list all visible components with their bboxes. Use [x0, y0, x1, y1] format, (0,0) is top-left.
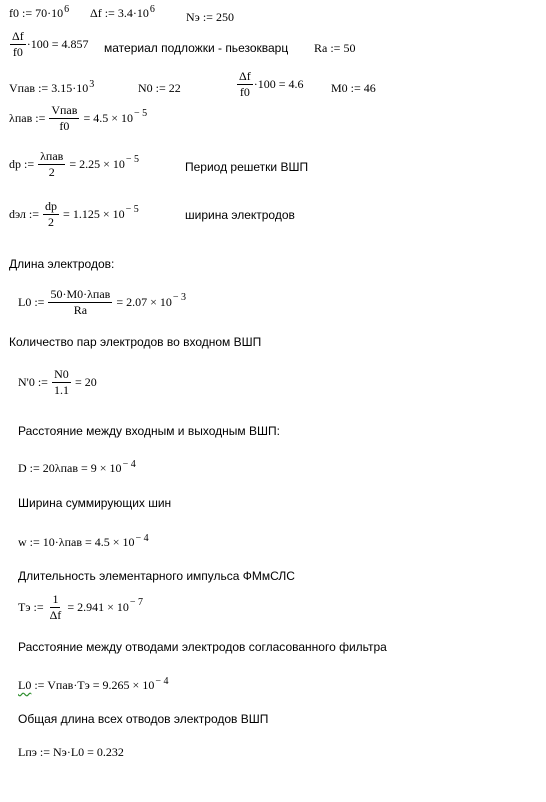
f0-exp: 6	[64, 4, 70, 15]
te-fraction	[48, 593, 64, 622]
substrate-text: материал подложки - пьезокварц	[104, 41, 289, 55]
n0-rhs: 22	[168, 81, 181, 95]
del-den: 2	[48, 215, 55, 229]
lambda-fraction	[49, 104, 79, 133]
l0b-lhs: L0	[18, 678, 32, 692]
label-pairs: Количество пар электродов во входном ВШП	[9, 335, 262, 349]
dp-lhs: dp	[9, 157, 21, 171]
lpe-lhs: Lпэ	[18, 745, 37, 759]
w-lhs: w	[18, 535, 27, 549]
n0b-num: N0	[54, 367, 69, 381]
ratio2-rest: ·100 = 4.6	[253, 77, 304, 91]
label-electrode-length: Длина электродов:	[9, 257, 115, 271]
n0-lhs: N0	[138, 81, 153, 95]
l0-den: Ra	[73, 303, 88, 317]
label-distance: Расстояние между входным и выходным ВШП:	[18, 424, 280, 438]
dp-exp: − 5	[125, 154, 140, 165]
ratio2-num: Δf	[239, 69, 251, 83]
ratio-num: Δf	[12, 29, 24, 43]
eq-n0: N0 := 22	[138, 81, 181, 95]
eq-l0b: L0 := Vпав·Tэ = $9.265 \times 10^{- 4}$	[18, 676, 169, 692]
ne-lhs: Nэ	[186, 10, 200, 24]
del-num: dp	[45, 199, 58, 213]
del-exp: − 5	[125, 204, 139, 215]
lambda-num: Vпав	[51, 103, 78, 117]
lambda-exp: − 5	[134, 108, 148, 119]
label-pulse: Длительность элементарного импульса ФМмСЛС	[18, 569, 295, 583]
n0b-res: 20	[84, 375, 97, 389]
dp-note: Период решетки ВШП	[185, 160, 309, 174]
del-res: 1.125 × 10	[72, 207, 125, 221]
w-exp: − 4	[135, 533, 149, 544]
label-bus-width: Ширина суммирующих шин	[18, 496, 172, 510]
dp-den: 2	[48, 165, 55, 179]
label-taps: Расстояние между отводами электродов согласованного фильтра	[18, 640, 387, 654]
eq-ra: Ra := 50	[314, 41, 356, 55]
df-lhs: Δf	[90, 6, 102, 20]
w-rhs: 10·λпав = 4.5 × 10	[42, 535, 135, 549]
ratio-fraction	[10, 30, 26, 59]
lpe-rhs: Nэ·L0 = 0.232	[53, 745, 124, 759]
df-exp: 6	[149, 4, 155, 15]
n0b-fraction	[52, 368, 71, 397]
d-exp: − 4	[122, 459, 136, 470]
l0-num: 50·M0·λпав	[50, 287, 111, 301]
eq-ne: Nэ := 250	[186, 10, 234, 24]
f0-rhs: 70·10	[35, 6, 64, 20]
del-fraction	[43, 200, 59, 229]
n0b-lhs: N'0	[18, 375, 35, 389]
df-rhs: 3.4·10	[117, 6, 149, 20]
eq-te: Tэ := $\frac{1}{\Delta f}$ = 2.941 × 10 $^{- 7}$	[18, 592, 144, 622]
d-lhs: D	[18, 461, 27, 475]
lambda-res: 4.5 × 10	[93, 111, 133, 125]
lambda-den: f0	[59, 119, 70, 133]
vpav-rhs: 3.15·10	[51, 81, 89, 95]
te-lhs: Tэ	[18, 600, 31, 614]
m0-lhs: M0	[331, 81, 348, 95]
eq-ratio2	[236, 70, 303, 99]
n0b-den: 1.1	[53, 383, 69, 397]
lambda-lhs: λпав	[9, 111, 33, 125]
ratio-den: f0	[12, 45, 23, 59]
dp-res: 2.25 × 10	[79, 157, 125, 171]
ratio-rest: ·100 = 4.857	[26, 37, 89, 51]
eq-df: Δf := $3.4\cdot 10^6$	[90, 4, 155, 20]
vpav-exp: 3	[89, 79, 95, 90]
del-lhs: dэл	[9, 207, 26, 221]
l0-fraction	[48, 288, 112, 317]
eq-m0: M0 := 46	[331, 81, 376, 95]
l0-exp: − 3	[172, 292, 187, 303]
d-rhs: 20λпав = 9 × 10	[42, 461, 122, 475]
ra-lhs: Ra	[314, 41, 328, 55]
eq-n0b: N'0 := $\frac{N0}{1.1}$ = 20	[18, 367, 97, 397]
eq-vpav: Vпав := $3.15\cdot 10^3$	[9, 79, 95, 95]
dp-num: λпав	[40, 149, 64, 163]
l0b-rhs: Vпав·Tэ = 9.265 × 10	[47, 678, 155, 692]
ratio2-fraction	[237, 70, 253, 99]
del-note: ширина электродов	[185, 208, 295, 222]
l0b-exp: − 4	[155, 676, 169, 687]
dp-fraction	[38, 150, 65, 179]
ne-rhs: 250	[215, 10, 234, 24]
eq-ratio	[9, 30, 88, 59]
eq-d: D := $20\lambda пав = 9 \times 10^{- 4}$	[18, 459, 136, 475]
eq-l0: L0 := $\frac{\text{50·M0·λпав}}{Ra}$ = 2.07 × 10 $^{- 3}$	[18, 287, 187, 317]
l0-res: 2.07 × 10	[126, 295, 172, 309]
label-total: Общая длина всех отводов электродов ВШП	[18, 712, 269, 726]
eq-lambda: λпав := $\frac{\text{Vпав}}{f0}$ = 4.5 × 10 $^{- 5}$	[9, 103, 148, 133]
vpav-lhs: Vпав	[9, 81, 36, 95]
ra-rhs: 50	[343, 41, 356, 55]
te-den: Δf	[49, 608, 62, 622]
ratio2-den: f0	[239, 85, 250, 99]
f0-lhs: f0	[9, 6, 19, 20]
eq-w: w := $10\cdot\lambda пав = 4.5 \times 10^{- 4}$	[18, 533, 149, 549]
l0-lhs: L0	[18, 295, 32, 309]
te-res: 2.941 × 10	[77, 600, 129, 614]
eq-f0: f0 := $70\cdot 10^6$	[9, 4, 70, 20]
eq-lpe: Lпэ := Nэ·L0 = 0.232	[18, 745, 124, 759]
te-num: 1	[52, 592, 59, 606]
m0-rhs: 46	[363, 81, 376, 95]
eq-del: dэл := $\frac{dp}{2}$ = 1.125 × 10 $^{- 5}$	[9, 199, 139, 229]
eq-dp: dp := $\frac{\text{λпав}}{2}$ = 2.25 × 10 $^{- 5}$	[9, 149, 140, 179]
te-exp: − 7	[129, 597, 144, 608]
